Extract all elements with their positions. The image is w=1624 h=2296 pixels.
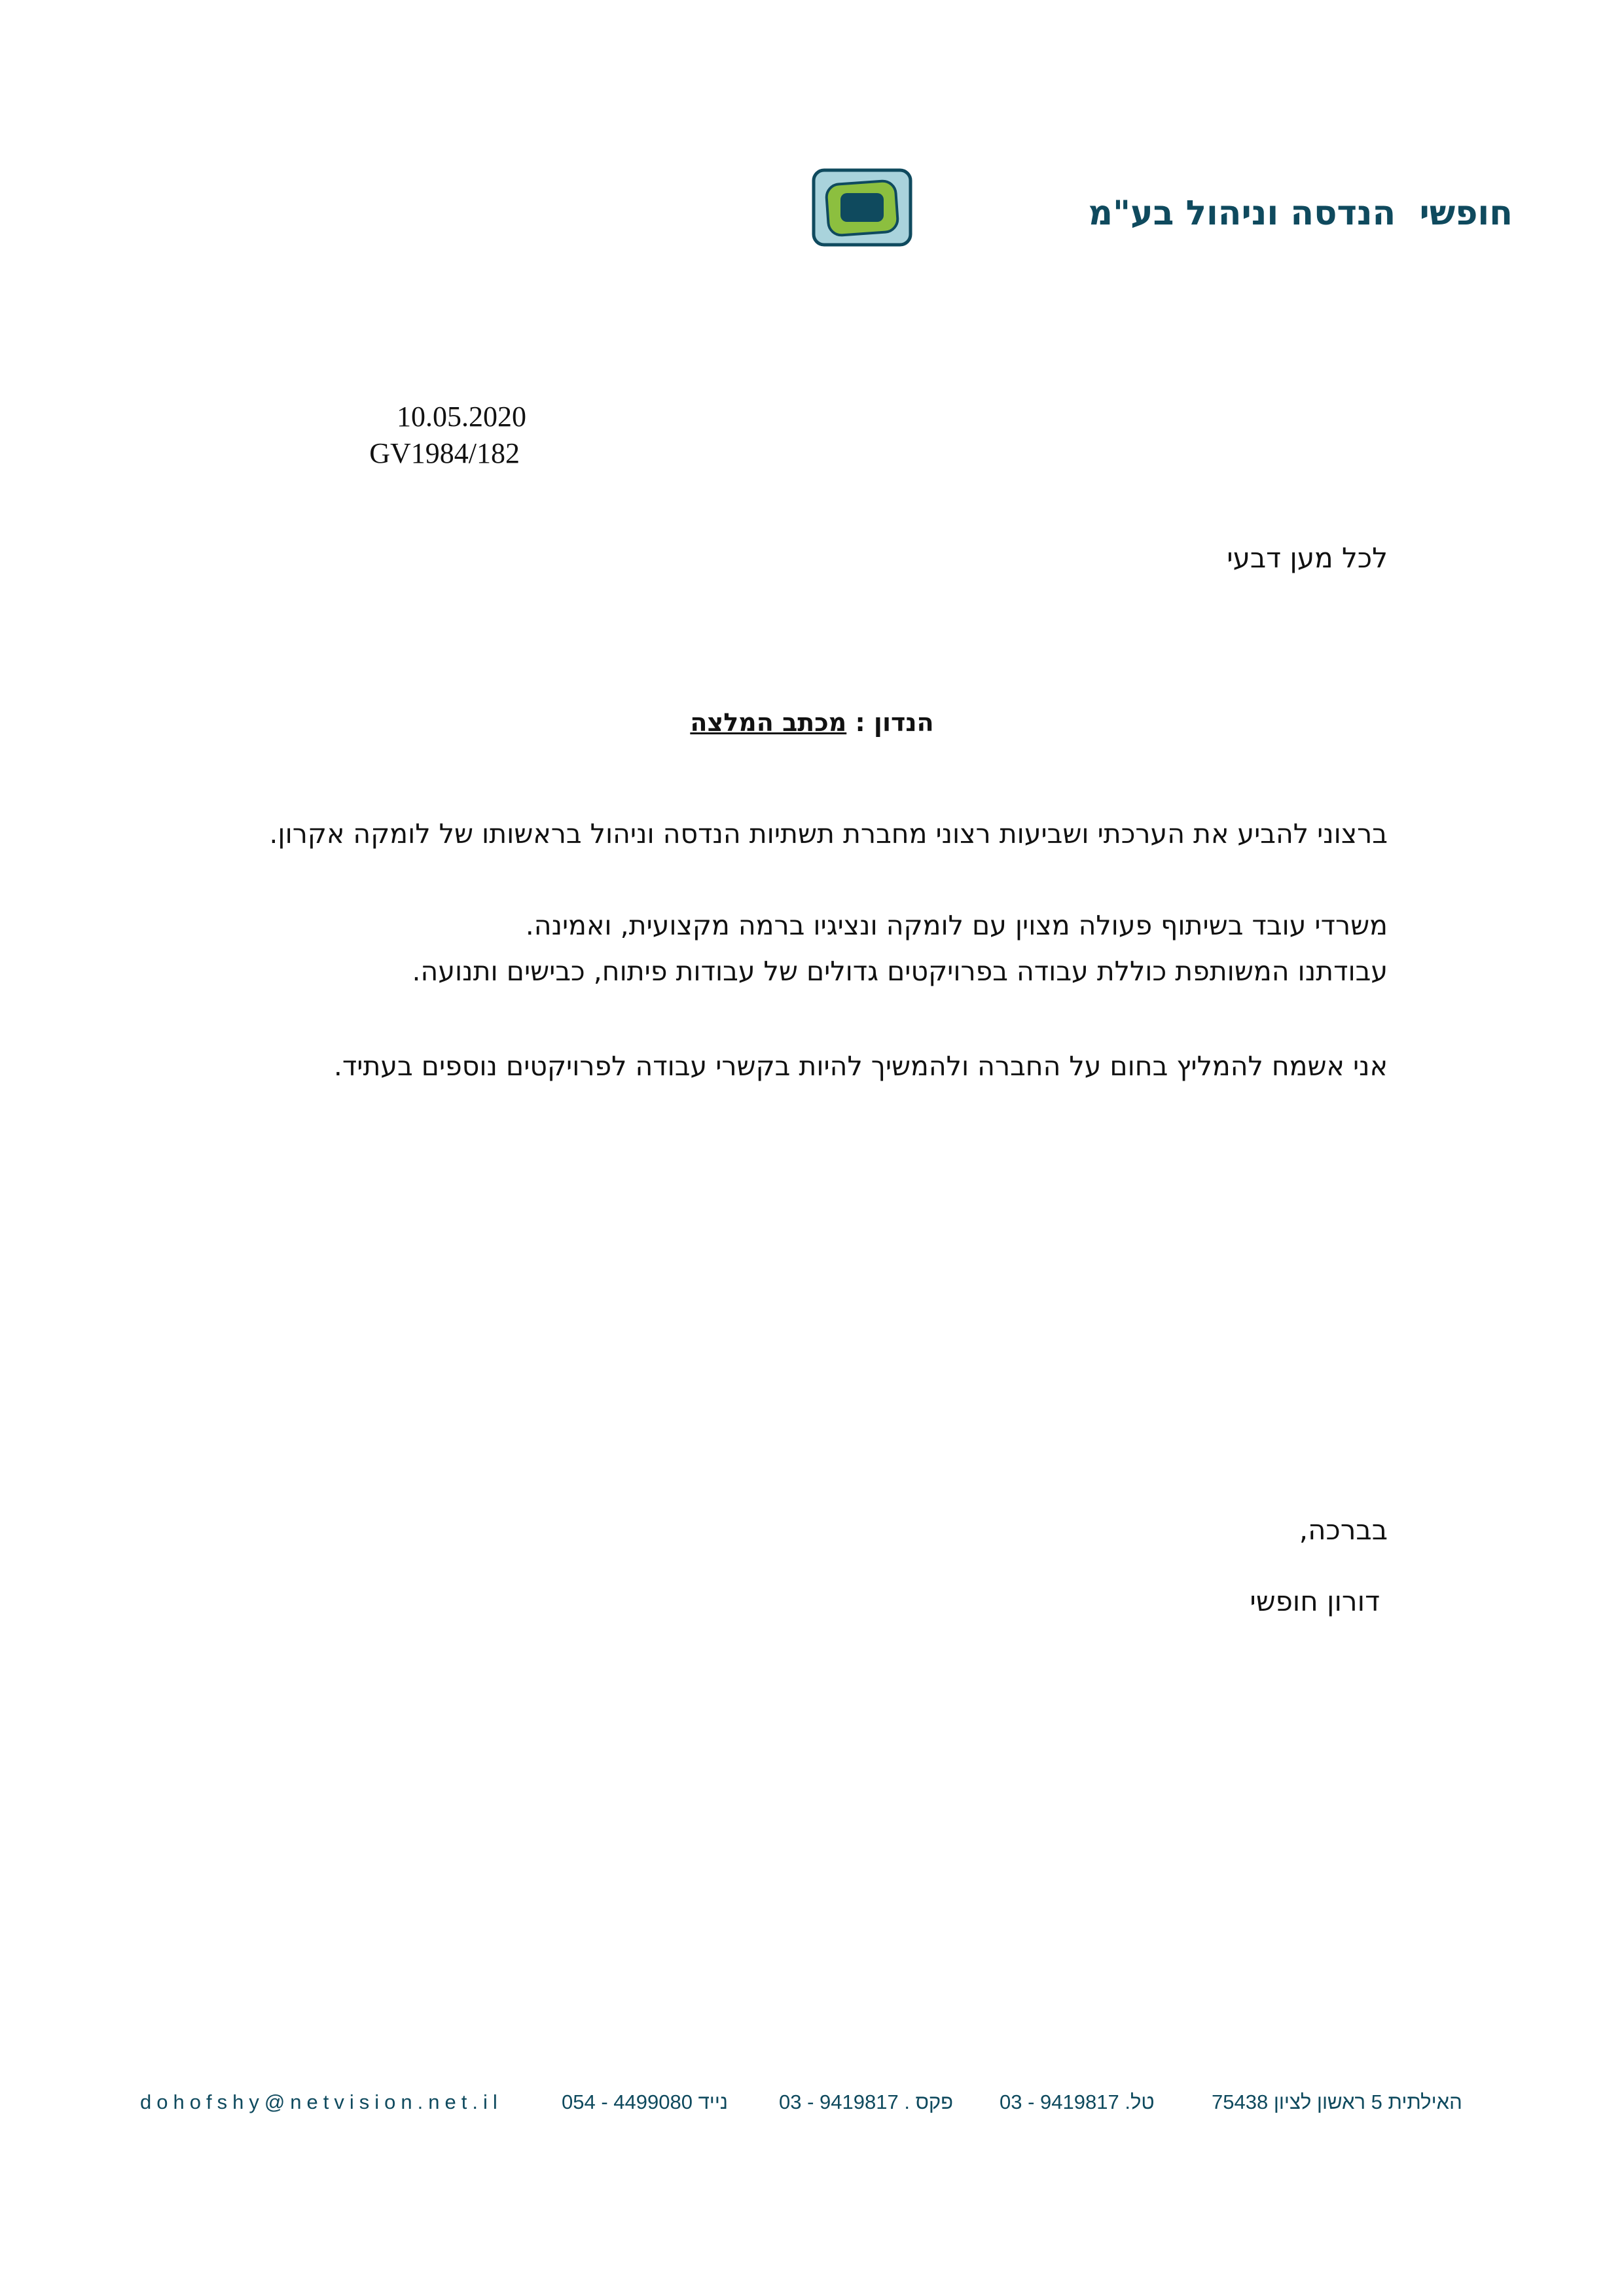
company-name: חופשי הנדסה וניהול בע"מ xyxy=(1088,194,1513,233)
company-logo-icon xyxy=(812,168,912,247)
closing: בברכה, xyxy=(1299,1514,1388,1546)
footer-fax: פקס . 9419817 - 03 xyxy=(779,2090,954,2113)
signer-name: דורון חופשי xyxy=(1250,1585,1380,1617)
subject-label: הנדון : xyxy=(855,708,934,737)
subject-line xyxy=(0,708,1624,737)
body-paragraph-3: עבודתנו המשותפת כוללת עבודה בפרויקטים גדולים של עבודות פיתוח, כבישים ותנועה. xyxy=(412,956,1388,987)
body-paragraph-2: משרדי עובד בשיתוף פעולה מצוין עם לומקה ונציגיו ברמה מקצועית, ואמינה. xyxy=(525,910,1388,941)
footer-mobile: נייד 4499080 - 054 xyxy=(562,2090,728,2113)
body-paragraph-4: אני אשמח להמליץ בחום על החברה ולהמשיך להיות בקשרי עבודה לפרויקטים נוספים בעתיד. xyxy=(333,1050,1388,1082)
reference-number: GV1984/182 xyxy=(369,437,520,469)
footer-tel: טל. 9419817 - 03 xyxy=(1000,2090,1155,2113)
letter-date: 10.05.2020 xyxy=(397,401,526,433)
footer-email[interactable]: dohofshy@netvision.net.il xyxy=(140,2090,503,2113)
subject-value: מכתב המלצה xyxy=(690,708,847,737)
salutation: לכל מען דבעי xyxy=(1227,542,1388,574)
body-paragraph-1: ברצוני להביע את הערכתי ושביעות רצוני מחברת תשתיות הנדסה וניהול בראשותו של לומקה אקרון. xyxy=(269,818,1388,850)
footer-address: האילתית 5 ראשון לציון 75438 xyxy=(1212,2090,1462,2113)
